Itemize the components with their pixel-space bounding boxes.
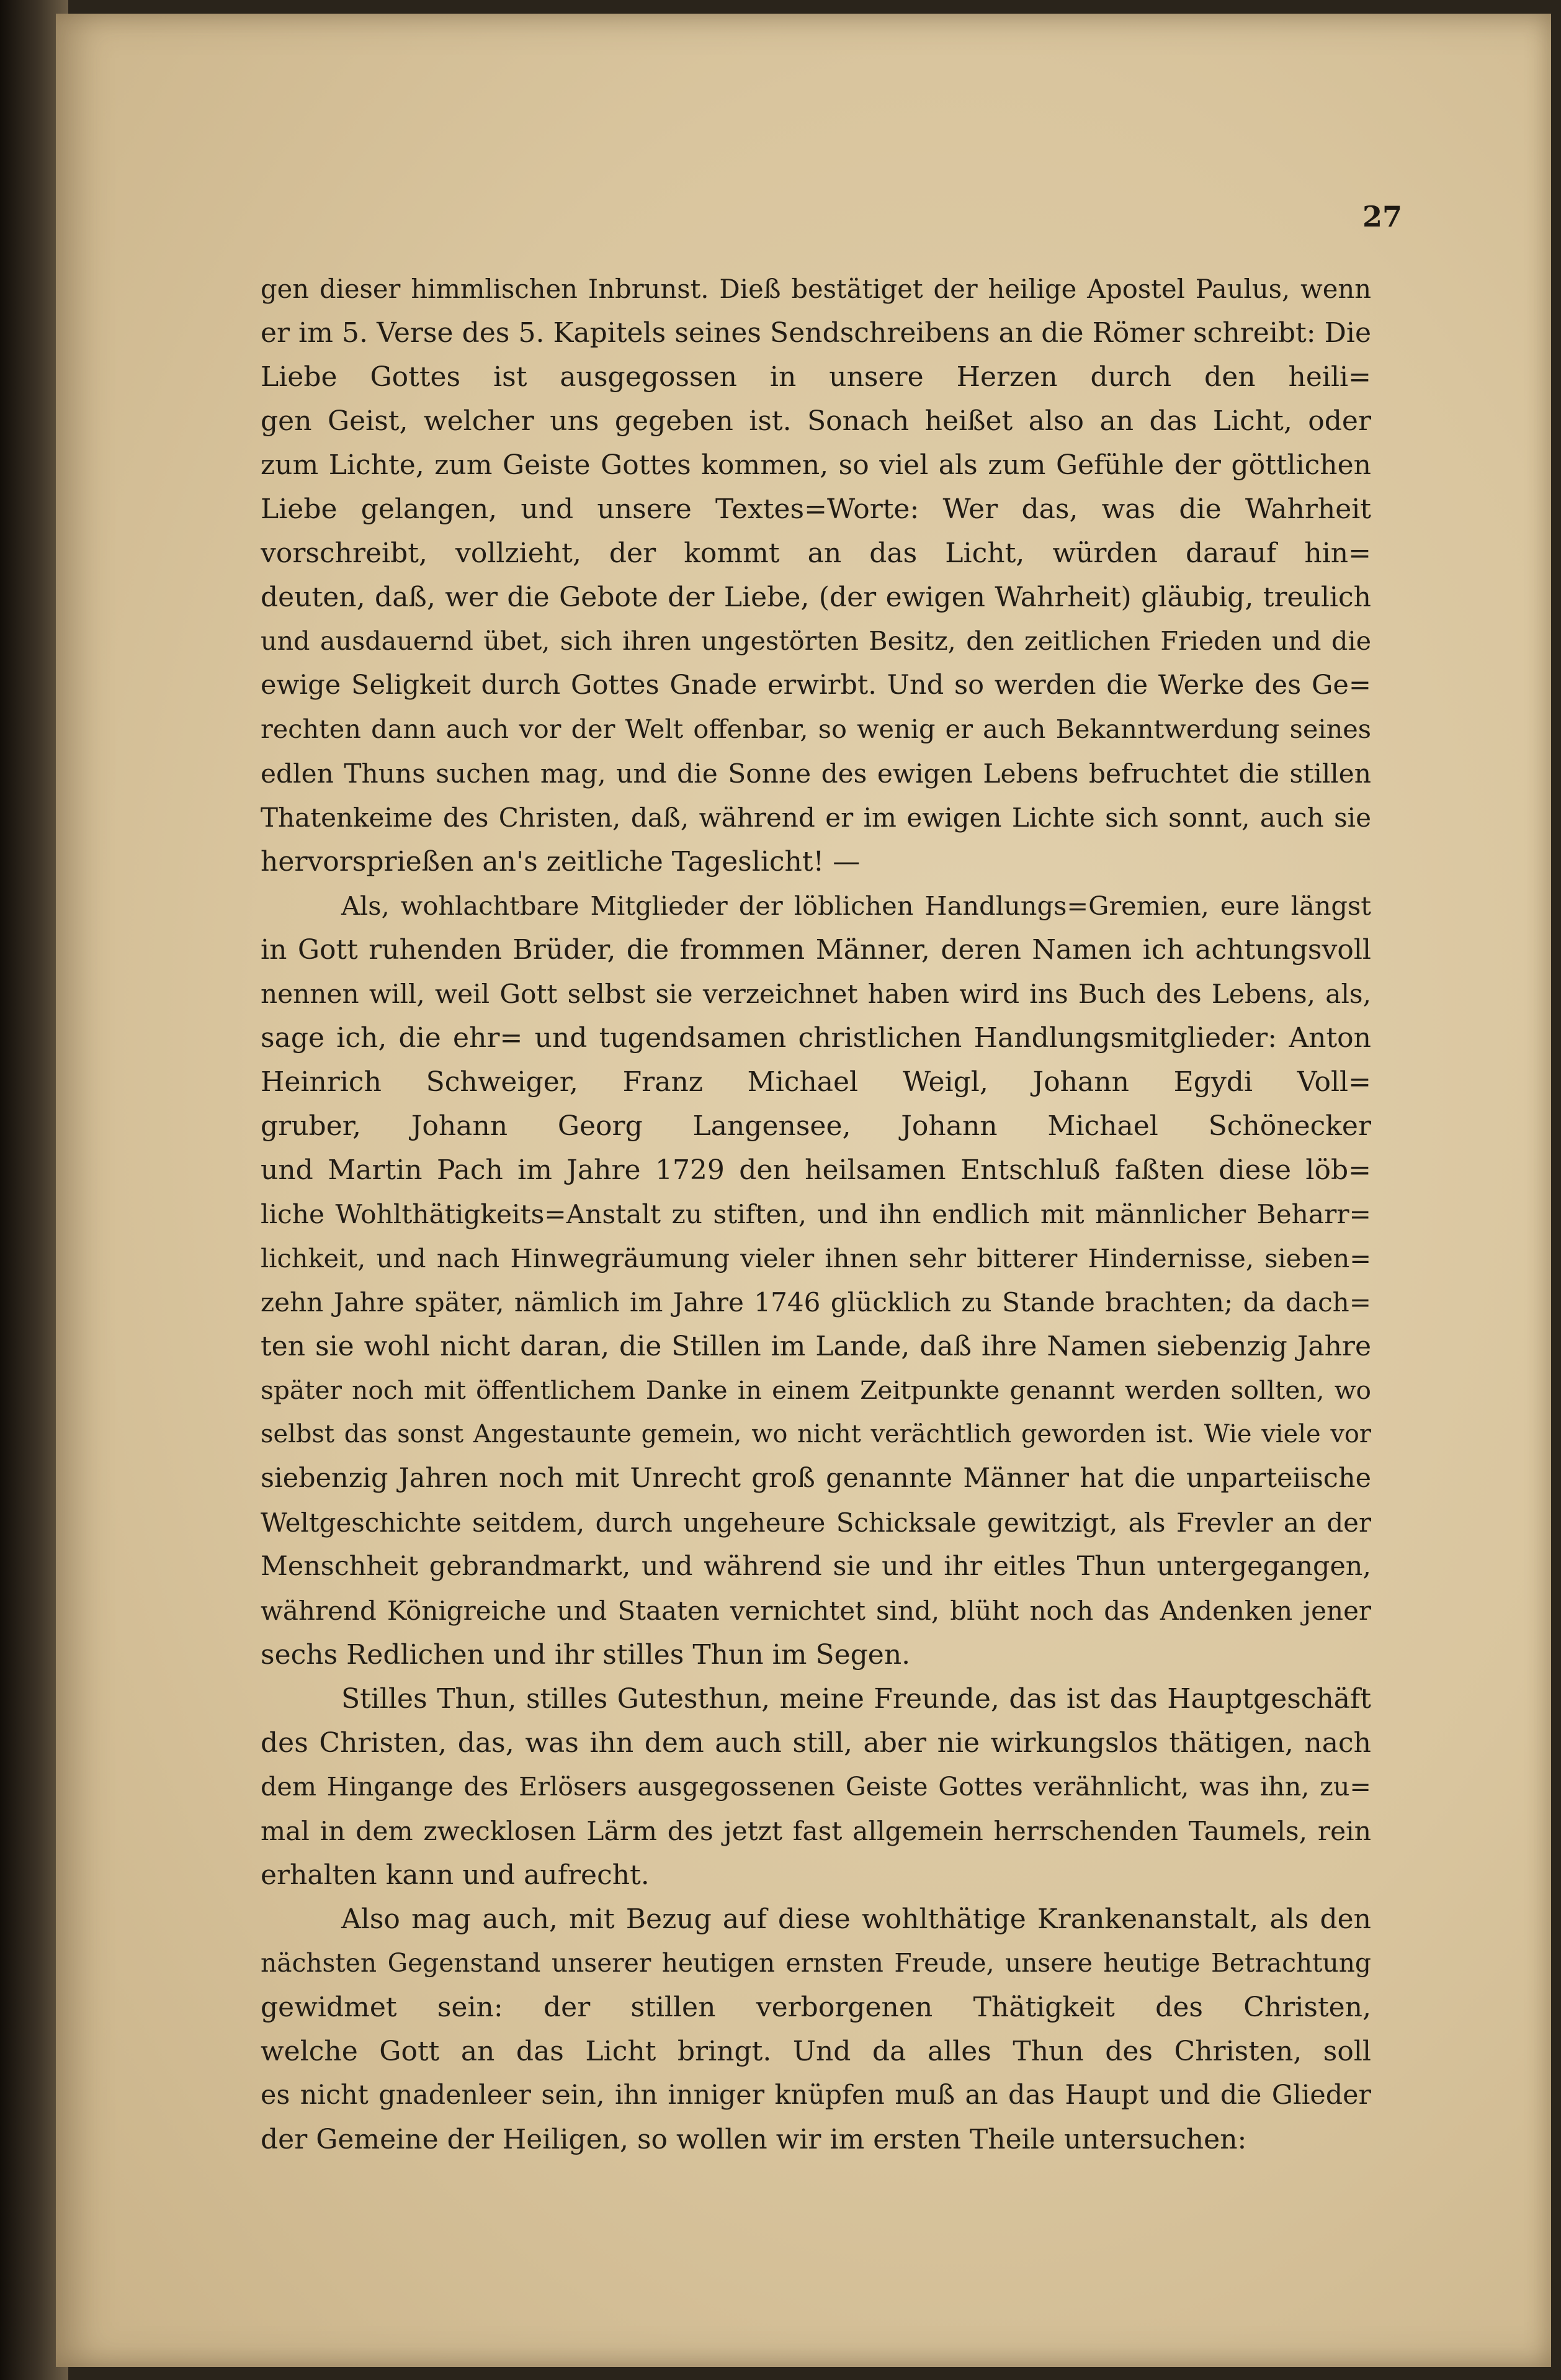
page-number: 27: [1362, 200, 1402, 233]
text-line: er im 5. Verse des 5. Kapitels seines Sendschreibens an die Römer schreibt: Die: [261, 317, 1371, 349]
text-line: und ausdauernd übet, sich ihren ungestörten Besitz, den zeitlichen Frieden und die: [261, 626, 1371, 656]
text-line: sage ich, die ehr= und tugendsamen christlichen Handlungsmitglieder: Anton: [261, 1022, 1371, 1054]
text-line: ewige Seligkeit durch Gottes Gnade erwirbt. Und so werden die Werke des Ge=: [261, 670, 1371, 701]
text-line: Also mag auch, mit Bezug auf diese wohlthätige Krankenanstalt, als den: [341, 1903, 1371, 1935]
text-line: Liebe Gottes ist ausgegossen in unsere Herzen durch den heili=: [261, 361, 1371, 393]
text-line: zum Lichte, zum Geiste Gottes kommen, so viel als zum Gefühle der göttlichen: [261, 449, 1371, 481]
text-line: nächsten Gegenstand unserer heutigen ernsten Freude, unsere heutige Betrachtung: [261, 1948, 1371, 1978]
text-line: zehn Jahre später, nämlich im Jahre 1746 glücklich zu Stande brachten; da dach=: [261, 1287, 1371, 1318]
text-line: welche Gott an das Licht bringt. Und da alles Thun des Christen, soll: [261, 2036, 1371, 2067]
text-line: liche Wohlthätigkeits=Anstalt zu stiften, und ihn endlich mit männlicher Beharr=: [261, 1199, 1371, 1229]
text-line: Heinrich Schweiger, Franz Michael Weigl, Johann Egydi Voll=: [261, 1066, 1371, 1098]
text-line: deuten, daß, wer die Gebote der Liebe, (der ewigen Wahrheit) gläubig, treulich: [261, 582, 1371, 613]
text-line: Weltgeschichte seitdem, durch ungeheure Schicksale gewitzigt, als Frevler an der: [261, 1507, 1371, 1538]
text-line: Thatenkeime des Christen, daß, während er im ewigen Lichte sich sonnt, auch sie: [261, 802, 1371, 833]
text-line: selbst das sonst Angestaunte gemein, wo nicht verächtlich geworden ist. Wie viele vor: [261, 1420, 1371, 1448]
text-line: mal in dem zwecklosen Lärm des jetzt fast allgemein herrschenden Taumels, rein: [261, 1816, 1371, 1846]
text-line: gewidmet sein: der stillen verborgenen Thätigkeit des Christen,: [261, 1992, 1371, 2023]
text-line: in Gott ruhenden Brüder, die frommen Männer, deren Namen ich achtungsvoll: [261, 934, 1371, 966]
text-line: gen Geist, welcher uns gegeben ist. Sonach heißet also an das Licht, oder: [261, 405, 1371, 437]
text-line: der Gemeine der Heiligen, so wollen wir im ersten Theile untersuchen:: [261, 2124, 1247, 2155]
text-line: nennen will, weil Gott selbst sie verzeichnet haben wird ins Buch des Lebens, als,: [261, 979, 1371, 1009]
text-line: Als, wohlachtbare Mitglieder der löblichen Handlungs=Gremien, eure längst: [341, 891, 1371, 921]
text-line: des Christen, das, was ihn dem auch still, aber nie wirkungslos thätigen, nach: [261, 1727, 1371, 1759]
book-page: [56, 14, 1551, 2367]
text-line: Menschheit gebrandmarkt, und während sie und ihr eitles Thun untergegangen,: [261, 1551, 1371, 1582]
text-line: rechten dann auch vor der Welt offenbar, so wenig er auch Bekanntwerdung seines: [261, 714, 1371, 744]
text-line: erhalten kann und aufrecht.: [261, 1859, 650, 1891]
text-line: gruber, Johann Georg Langensee, Johann Michael Schönecker: [261, 1110, 1371, 1142]
text-line: siebenzig Jahren noch mit Unrecht groß genannte Männer hat die unparteiische: [261, 1463, 1371, 1494]
text-line: vorschreibt, vollzieht, der kommt an das Licht, würden darauf hin=: [261, 537, 1371, 569]
text-line: sechs Redlichen und ihr stilles Thun im Segen.: [261, 1639, 911, 1671]
text-line: lichkeit, und nach Hinwegräumung vieler ihnen sehr bitterer Hindernisse, sieben=: [261, 1243, 1371, 1273]
body-text: [261, 267, 1371, 2162]
text-line: edlen Thuns suchen mag, und die Sonne des ewigen Lebens befruchtet die stillen: [261, 758, 1371, 789]
text-line: es nicht gnadenleer sein, ihn inniger knüpfen muß an das Haupt und die Glieder: [261, 2080, 1371, 2111]
text-line: während Königreiche und Staaten vernichtet sind, blüht noch das Andenken jener: [261, 1596, 1371, 1626]
text-line: später noch mit öffentlichem Danke in einem Zeitpunkte genannt werden sollten, wo: [261, 1375, 1371, 1405]
text-line: gen dieser himmlischen Inbrunst. Dieß bestätiget der heilige Apostel Paulus, wenn: [261, 274, 1371, 304]
text-line: hervorsprießen an's zeitliche Tageslicht! —: [261, 846, 861, 878]
text-line: dem Hingange des Erlösers ausgegossenen Geiste Gottes verähnlicht, was ihn, zu=: [261, 1772, 1371, 1802]
text-line: Liebe gelangen, und unsere Textes=Worte: Wer das, was die Wahrheit: [261, 493, 1371, 525]
text-line: Stilles Thun, stilles Gutesthun, meine Freunde, das ist das Hauptgeschäft: [341, 1683, 1371, 1715]
text-line: und Martin Pach im Jahre 1729 den heilsamen Entschluß faßten diese löb=: [261, 1154, 1371, 1186]
text-line: ten sie wohl nicht daran, die Stillen im Lande, daß ihre Namen siebenzig Jahre: [261, 1331, 1371, 1362]
